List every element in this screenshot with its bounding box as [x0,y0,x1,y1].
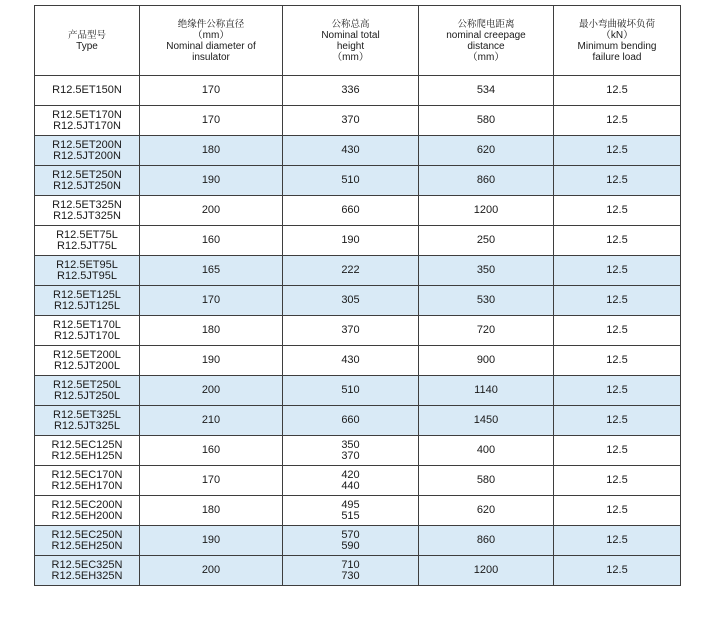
cell-load: 12.5 [554,316,681,346]
cell-type-line: R12.5JT75L [57,239,117,252]
cell-load: 12.5 [554,556,681,586]
cell-diameter: 190 [140,346,283,376]
cell-load: 12.5 [554,436,681,466]
cell-creepage: 900 [419,346,554,376]
cell-type [35,286,140,316]
cell-load: 12.5 [554,376,681,406]
header-load [554,6,681,76]
cell-height-line: 710 [341,558,360,571]
cell-type-line: R12.5EH125N [51,449,123,462]
cell-load: 12.5 [554,136,681,166]
cell-type [35,196,140,226]
header-diameter [140,6,283,76]
cell-type-line: R12.5ET325L [53,408,121,421]
table-row [35,106,681,136]
cell-height [283,286,419,316]
cell-height [283,136,419,166]
table-row [35,76,681,106]
cell-diameter: 200 [140,556,283,586]
cell-type [35,76,140,106]
cell-type-line: R12.5EC200N [51,498,123,511]
cell-type [35,556,140,586]
cell-type-line: R12.5EH250N [51,539,123,552]
cell-height [283,436,419,466]
cell-height [283,466,419,496]
table-row [35,346,681,376]
cell-height [283,556,419,586]
cell-height [283,166,419,196]
cell-type-line: R12.5JT200N [53,149,121,162]
cell-type-line: R12.5ET95L [56,258,118,271]
cell-load: 12.5 [554,346,681,376]
cell-type-line: R12.5JT325N [53,209,121,222]
cell-type-line: R12.5EH170N [51,479,123,492]
header-row [35,6,681,76]
table-row [35,226,681,256]
cell-type-line: R12.5JT200L [53,359,121,372]
table-row [35,466,681,496]
cell-height [283,316,419,346]
cell-type-line: R12.5ET250L [53,378,121,391]
cell-creepage: 720 [419,316,554,346]
table-row [35,136,681,166]
cell-height-line: 336 [341,84,360,96]
cell-height-line: 590 [341,539,360,552]
cell-type-line: R12.5ET125L [53,288,121,301]
cell-diameter: 190 [140,166,283,196]
cell-height [283,76,419,106]
header-unit: （kN） [600,29,634,41]
cell-height-line: 190 [341,234,360,246]
cell-diameter: 180 [140,496,283,526]
cell-type-line: R12.5ET150N [52,84,122,96]
cell-creepage: 1200 [419,196,554,226]
cell-type [35,226,140,256]
cell-type-line: R12.5ET250N [52,168,122,181]
cell-type-line: R12.5EC170N [51,468,123,481]
cell-type-line: R12.5JT170L [53,329,121,342]
header-unit: （mm） [332,51,369,63]
header-type [35,6,140,76]
cell-type-line: R12.5EC250N [51,528,123,541]
header-label-en: Minimum bending [577,40,657,52]
cell-type-line: R12.5EC125N [51,438,123,451]
cell-height [283,496,419,526]
cell-type-line: R12.5EH325N [51,569,123,582]
cell-type-line: R12.5ET75L [56,228,118,241]
cell-type-line: R12.5ET170N [52,108,122,121]
cell-creepage: 1140 [419,376,554,406]
cell-diameter: 170 [140,466,283,496]
cell-type-line: R12.5JT250N [53,179,121,192]
cell-type-line: R12.5ET170L [53,318,121,331]
cell-height-line: 305 [341,294,360,306]
header-label-en: Nominal total [321,29,380,41]
cell-creepage: 534 [419,76,554,106]
cell-type-line: R12.5JT170N [53,119,121,132]
cell-creepage: 530 [419,286,554,316]
cell-diameter: 200 [140,196,283,226]
cell-height-line: 510 [341,384,360,396]
cell-height-line: 370 [341,114,360,126]
table-row [35,526,681,556]
cell-height-line: 430 [341,144,360,156]
table-row [35,166,681,196]
cell-height-line: 222 [341,264,360,276]
cell-height-line: 660 [341,414,360,426]
cell-type [35,376,140,406]
cell-diameter: 165 [140,256,283,286]
cell-load: 12.5 [554,496,681,526]
cell-type-line: R12.5JT125L [53,299,121,312]
cell-type [35,466,140,496]
table-row [35,376,681,406]
cell-height-line: 660 [341,204,360,216]
cell-load: 12.5 [554,466,681,496]
cell-diameter: 170 [140,286,283,316]
cell-height-line: 440 [341,479,360,492]
spec-table [34,5,681,586]
header-label-zh: 公称爬电距离 [457,18,515,30]
cell-creepage: 620 [419,496,554,526]
header-label-en: height [336,40,365,52]
cell-height-line: 570 [341,528,360,541]
cell-diameter: 170 [140,106,283,136]
cell-creepage: 400 [419,436,554,466]
cell-load: 12.5 [554,406,681,436]
cell-type-line: R12.5ET325N [52,198,122,211]
cell-height-line: 420 [341,468,360,481]
cell-diameter: 210 [140,406,283,436]
header-label-zh: 公称总高 [331,18,370,30]
cell-diameter: 160 [140,436,283,466]
cell-height-line: 515 [341,509,360,522]
cell-height [283,346,419,376]
cell-load: 12.5 [554,526,681,556]
cell-height-line: 350 [341,438,360,451]
cell-type-line: R12.5ET200L [53,348,121,361]
cell-height [283,196,419,226]
cell-creepage: 620 [419,136,554,166]
cell-type-line: R12.5EH200N [51,509,123,522]
table-row [35,286,681,316]
header-label-en: distance [467,40,505,52]
header-label-zh: 产品型号 [67,29,106,41]
cell-type [35,256,140,286]
header-label-en: Nominal diameter of [166,40,256,52]
cell-height [283,106,419,136]
header-label-en: Type [76,40,98,52]
table-row [35,556,681,586]
cell-load: 12.5 [554,196,681,226]
cell-creepage: 350 [419,256,554,286]
cell-height-line: 510 [341,174,360,186]
cell-height-line: 370 [341,324,360,336]
cell-type [35,166,140,196]
cell-type-line: R12.5EC325N [51,558,123,571]
cell-load: 12.5 [554,166,681,196]
cell-type [35,316,140,346]
cell-type-line: R12.5JT250L [53,389,121,402]
cell-height [283,376,419,406]
table-row [35,316,681,346]
header-label-zh: 绝缘件公称直径 [177,18,245,30]
table-row [35,496,681,526]
cell-diameter: 180 [140,316,283,346]
header-label-en: failure load [592,51,642,63]
cell-diameter: 180 [140,136,283,166]
cell-type [35,496,140,526]
header-label-en: nominal creepage [446,29,526,41]
cell-creepage: 250 [419,226,554,256]
cell-diameter: 200 [140,376,283,406]
cell-load: 12.5 [554,106,681,136]
cell-creepage: 1450 [419,406,554,436]
cell-creepage: 860 [419,526,554,556]
header-unit: （mm） [192,29,230,41]
cell-load: 12.5 [554,256,681,286]
cell-height [283,406,419,436]
cell-height-line: 495 [341,498,360,511]
cell-type [35,106,140,136]
table-header [35,6,681,76]
cell-creepage: 580 [419,106,554,136]
cell-type [35,436,140,466]
cell-type [35,526,140,556]
cell-height-line: 730 [341,569,360,582]
table-body [35,76,681,586]
header-height [283,6,419,76]
header-label-en: insulator [192,51,230,63]
cell-creepage: 1200 [419,556,554,586]
cell-type [35,346,140,376]
cell-load: 12.5 [554,226,681,256]
cell-type [35,136,140,166]
table-row [35,196,681,226]
cell-type [35,406,140,436]
cell-height [283,226,419,256]
cell-height-line: 370 [341,449,360,462]
header-label-zh: 最小弯曲破坏负荷 [578,18,655,30]
cell-type-line: R12.5JT95L [57,269,117,282]
cell-height [283,526,419,556]
cell-type-line: R12.5JT325L [53,419,121,432]
table-row [35,256,681,286]
header-creepage [419,6,554,76]
cell-height-line: 430 [341,354,360,366]
cell-load: 12.5 [554,76,681,106]
cell-creepage: 580 [419,466,554,496]
cell-diameter: 190 [140,526,283,556]
cell-creepage: 860 [419,166,554,196]
header-unit: （mm） [467,51,505,63]
cell-diameter: 160 [140,226,283,256]
table-row [35,436,681,466]
cell-type-line: R12.5ET200N [52,138,122,151]
cell-height [283,256,419,286]
table-row [35,406,681,436]
cell-diameter: 170 [140,76,283,106]
cell-load: 12.5 [554,286,681,316]
